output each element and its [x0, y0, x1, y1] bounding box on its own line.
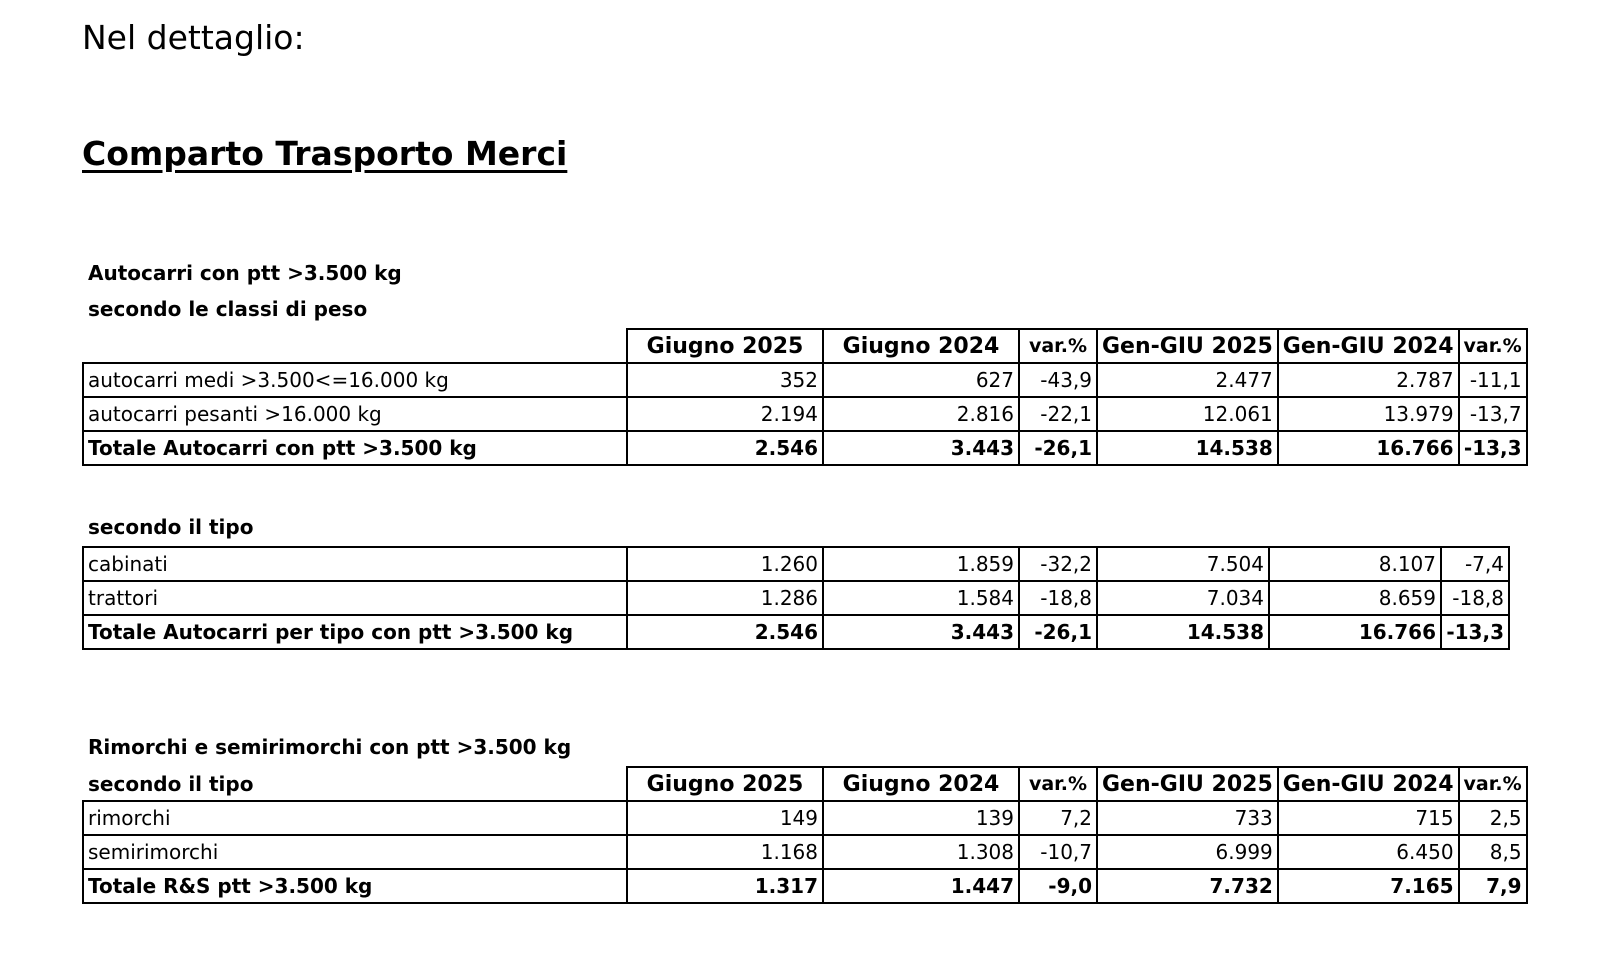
row-label: Totale Autocarri per tipo con ptt >3.500 kg [83, 615, 627, 649]
cell-var-ytd: -11,1 [1459, 363, 1527, 397]
cell-var-month: -22,1 [1019, 397, 1097, 431]
table-header-row [83, 329, 1527, 363]
cell-gen-giu-2025: 6.999 [1097, 835, 1278, 869]
header-gen-giu-2024: Gen-GIU 2024 [1278, 767, 1459, 801]
table-row [83, 363, 1527, 397]
row-label: Totale R&S ptt >3.500 kg [83, 869, 627, 903]
cell-var-month: -9,0 [1019, 869, 1097, 903]
cell-var-month: -26,1 [1019, 615, 1097, 649]
cell-gen-giu-2024: 2.787 [1278, 363, 1459, 397]
header-blank [83, 767, 627, 801]
cell-giugno-2025: 2.546 [627, 615, 823, 649]
row-label: autocarri medi >3.500<=16.000 kg [83, 363, 627, 397]
header-giugno-2025: Giugno 2025 [627, 767, 823, 801]
cell-giugno-2025: 1.286 [627, 581, 823, 615]
cell-gen-giu-2025: 2.477 [1097, 363, 1278, 397]
cell-gen-giu-2025: 7.034 [1097, 581, 1269, 615]
cell-var-month: -26,1 [1019, 431, 1097, 465]
cell-giugno-2025: 352 [627, 363, 823, 397]
cell-giugno-2024: 139 [823, 801, 1019, 835]
row-label: Totale Autocarri con ptt >3.500 kg [83, 431, 627, 465]
cell-gen-giu-2024: 715 [1278, 801, 1459, 835]
table-autocarri-peso [82, 328, 1528, 466]
table-total-row [83, 869, 1527, 903]
cell-giugno-2024: 2.816 [823, 397, 1019, 431]
row-label: cabinati [83, 547, 627, 581]
cell-giugno-2025: 2.546 [627, 431, 823, 465]
cell-giugno-2025: 149 [627, 801, 823, 835]
table-total-row [83, 615, 1509, 649]
cell-gen-giu-2024: 16.766 [1269, 615, 1441, 649]
cell-giugno-2025: 2.194 [627, 397, 823, 431]
cell-var-ytd: -13,7 [1459, 397, 1527, 431]
table-total-row [83, 431, 1527, 465]
cell-giugno-2025: 1.260 [627, 547, 823, 581]
cell-gen-giu-2024: 8.107 [1269, 547, 1441, 581]
cell-var-month: -43,9 [1019, 363, 1097, 397]
cell-giugno-2024: 1.447 [823, 869, 1019, 903]
cell-gen-giu-2024: 13.979 [1278, 397, 1459, 431]
cell-gen-giu-2024: 7.165 [1278, 869, 1459, 903]
cell-giugno-2024: 1.859 [823, 547, 1019, 581]
cell-gen-giu-2025: 14.538 [1097, 431, 1278, 465]
section-title: Comparto Trasporto Merci [82, 134, 568, 173]
table3-caption-subtitle: secondo il tipo [88, 772, 254, 796]
cell-giugno-2025: 1.317 [627, 869, 823, 903]
header-giugno-2024: Giugno 2024 [823, 329, 1019, 363]
table-row [83, 801, 1527, 835]
header-gen-giu-2025: Gen-GIU 2025 [1097, 329, 1278, 363]
cell-var-ytd: 8,5 [1459, 835, 1527, 869]
row-label: trattori [83, 581, 627, 615]
cell-var-ytd: -18,8 [1441, 581, 1509, 615]
cell-gen-giu-2024: 16.766 [1278, 431, 1459, 465]
header-var-month: var.% [1019, 329, 1097, 363]
cell-gen-giu-2025: 12.061 [1097, 397, 1278, 431]
cell-giugno-2024: 627 [823, 363, 1019, 397]
header-gen-giu-2025: Gen-GIU 2025 [1097, 767, 1278, 801]
cell-gen-giu-2025: 14.538 [1097, 615, 1269, 649]
header-gen-giu-2024: Gen-GIU 2024 [1278, 329, 1459, 363]
cell-var-month: -10,7 [1019, 835, 1097, 869]
table-header-row [83, 767, 1527, 801]
header-var-ytd: var.% [1459, 329, 1527, 363]
table-row [83, 397, 1527, 431]
cell-var-ytd: -13,3 [1459, 431, 1527, 465]
header-giugno-2024: Giugno 2024 [823, 767, 1019, 801]
cell-giugno-2024: 3.443 [823, 615, 1019, 649]
table1-caption-subtitle: secondo le classi di peso [88, 297, 368, 321]
cell-var-month: -18,8 [1019, 581, 1097, 615]
cell-gen-giu-2025: 7.732 [1097, 869, 1278, 903]
cell-giugno-2024: 1.584 [823, 581, 1019, 615]
header-giugno-2025: Giugno 2025 [627, 329, 823, 363]
cell-gen-giu-2025: 7.504 [1097, 547, 1269, 581]
row-label: semirimorchi [83, 835, 627, 869]
cell-gen-giu-2025: 733 [1097, 801, 1278, 835]
cell-giugno-2024: 1.308 [823, 835, 1019, 869]
header-var-month: var.% [1019, 767, 1097, 801]
page-heading: Nel dettaglio: [82, 18, 305, 57]
cell-var-month: -32,2 [1019, 547, 1097, 581]
cell-var-ytd: -7,4 [1441, 547, 1509, 581]
table-row [83, 835, 1527, 869]
table-rimorchi [82, 766, 1528, 904]
cell-gen-giu-2024: 8.659 [1269, 581, 1441, 615]
table1-caption-title: Autocarri con ptt >3.500 kg [88, 261, 402, 285]
cell-giugno-2024: 3.443 [823, 431, 1019, 465]
table-row [83, 581, 1509, 615]
table-row [83, 547, 1509, 581]
header-var-ytd: var.% [1459, 767, 1527, 801]
row-label: autocarri pesanti >16.000 kg [83, 397, 627, 431]
cell-var-ytd: -13,3 [1441, 615, 1509, 649]
cell-giugno-2025: 1.168 [627, 835, 823, 869]
header-blank [83, 329, 627, 363]
table3-caption-title: Rimorchi e semirimorchi con ptt >3.500 kg [88, 735, 572, 759]
table2-caption: secondo il tipo [88, 515, 254, 539]
cell-gen-giu-2024: 6.450 [1278, 835, 1459, 869]
cell-var-ytd: 7,9 [1459, 869, 1527, 903]
row-label: rimorchi [83, 801, 627, 835]
cell-var-ytd: 2,5 [1459, 801, 1527, 835]
table-autocarri-tipo [82, 546, 1510, 650]
cell-var-month: 7,2 [1019, 801, 1097, 835]
